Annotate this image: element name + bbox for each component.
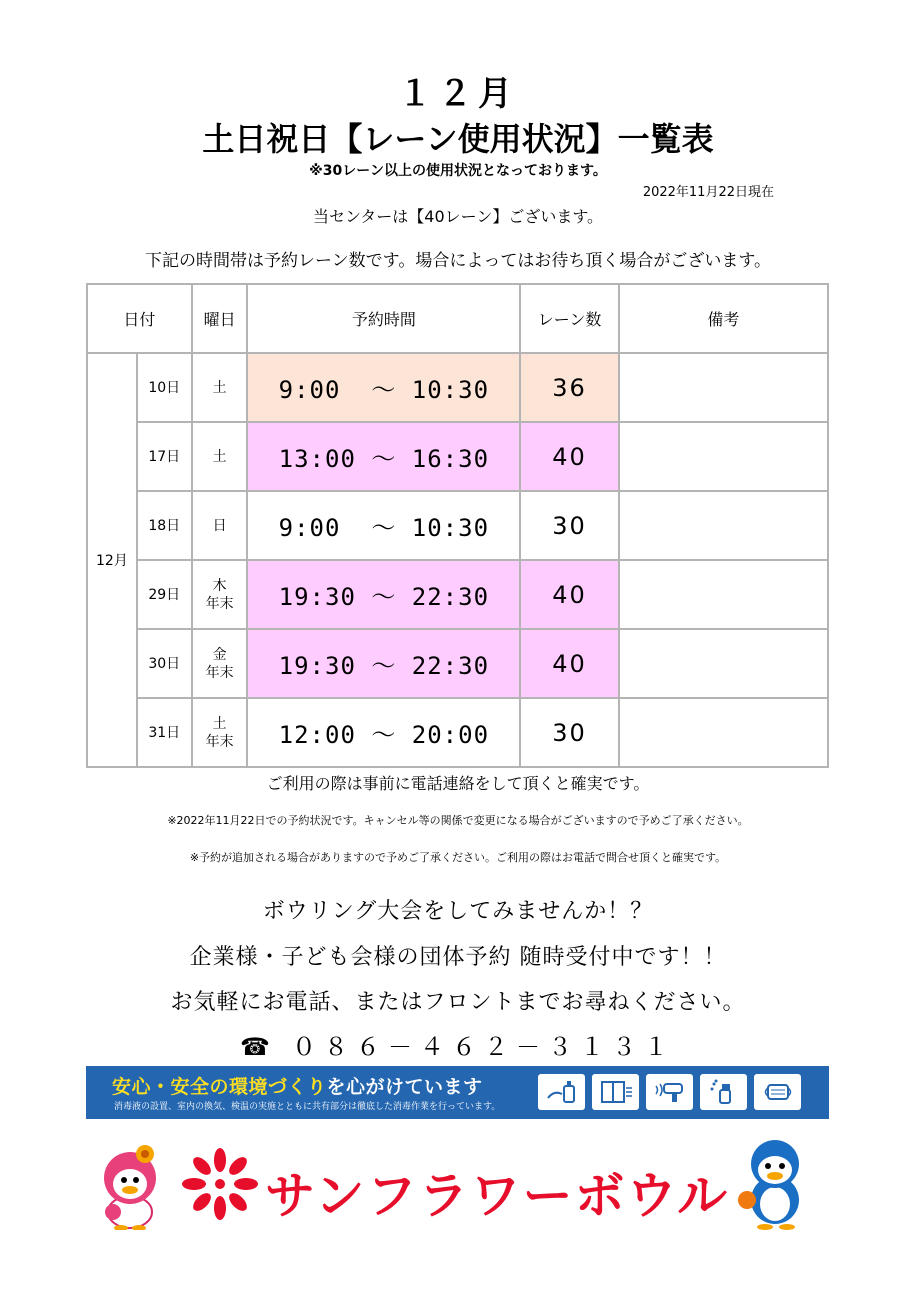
lane-count-cell: 40	[520, 422, 619, 491]
confirm-note: ご利用の際は事前に電話連絡をして頂くと確実です。	[266, 774, 650, 793]
thermometer-icon	[646, 1074, 693, 1110]
safety-banner	[86, 1066, 829, 1119]
table-row	[87, 560, 828, 629]
month-heading: １２月	[398, 74, 518, 114]
as-of-date: 2022年11月22日現在	[642, 185, 774, 200]
window-ventilation-icon	[592, 1074, 639, 1110]
header-date: 日付	[87, 284, 192, 353]
lane-count-cell: 30	[520, 491, 619, 560]
time-cell: 13:00 ～ 16:30	[247, 422, 520, 491]
time-cell: 12:00 ～ 20:00	[247, 698, 520, 767]
weekday-cell	[192, 560, 248, 629]
weekday-label: 土	[212, 715, 227, 732]
sunflower-mascot-icon	[95, 1140, 165, 1230]
footnote-additional: ※予約が追加される場合がありますので予めご了承ください。ご利用の際はお電話で問合せ頂くと確実です。	[189, 851, 727, 864]
spray-icon	[700, 1074, 747, 1110]
page-title: 土日祝日【レーン使用状況】一覧表	[202, 120, 714, 158]
brand-logo-area	[0, 1140, 916, 1250]
banner-title-c: を心がけています	[326, 1076, 483, 1098]
sunflower-logo-icon	[180, 1148, 260, 1220]
reservation-table	[86, 283, 829, 768]
weekday-label: 日	[212, 517, 227, 534]
phone-line	[0, 1027, 916, 1062]
table-row	[87, 422, 828, 491]
month-cell: 12月	[87, 353, 137, 767]
weekday-cell	[192, 629, 248, 698]
weekday-label: 土	[212, 379, 227, 396]
telephone-icon: ☎	[240, 1033, 270, 1061]
lane-count-cell: 30	[520, 698, 619, 767]
banner-subtitle: 消毒液の設置、室内の換気、検温の実施とともに共有部分は徹底した消毒作業を行っています。	[114, 1102, 501, 1112]
weekday-cell	[192, 491, 248, 560]
time-cell: 19:30 ～ 22:30	[247, 629, 520, 698]
promo-line-tournament: ボウリング大会をしてみませんか！？	[262, 899, 654, 924]
remarks-cell	[619, 422, 828, 491]
threshold-note: ※30レーン以上の使用状況となっております。	[309, 163, 607, 179]
day-cell: 29日	[137, 560, 192, 629]
remarks-cell	[619, 560, 828, 629]
year-end-label: 年末	[205, 595, 234, 612]
remarks-cell	[619, 698, 828, 767]
weekday-label: 土	[212, 448, 227, 465]
brand-name: サンフラワーボウル	[265, 1167, 729, 1225]
penguin-mascot-icon	[735, 1132, 815, 1232]
day-cell: 30日	[137, 629, 192, 698]
hand-sanitizer-icon	[538, 1074, 585, 1110]
lane-count-cell: 40	[520, 629, 619, 698]
year-end-label: 年末	[205, 664, 234, 681]
banner-title-b: 環境づくり	[229, 1076, 327, 1098]
lane-count-cell: 36	[520, 353, 619, 422]
mask-icon	[754, 1074, 801, 1110]
promo-line-group: 企業様・子ども会様の団体予約 随時受付中です！！	[189, 945, 727, 970]
day-cell: 17日	[137, 422, 192, 491]
table-row	[87, 629, 828, 698]
remarks-cell	[619, 629, 828, 698]
time-cell: 9:00 ～ 10:30	[247, 491, 520, 560]
header-remarks: 備考	[619, 284, 828, 353]
time-cell: 19:30 ～ 22:30	[247, 560, 520, 629]
lane-count-cell: 40	[520, 560, 619, 629]
remarks-cell	[619, 353, 828, 422]
day-cell: 18日	[137, 491, 192, 560]
day-cell: 10日	[137, 353, 192, 422]
day-cell: 31日	[137, 698, 192, 767]
table-row	[87, 491, 828, 560]
weekday-label: 木	[212, 577, 227, 594]
weekday-cell	[192, 698, 248, 767]
banner-icons	[538, 1074, 801, 1110]
header-weekday: 曜日	[192, 284, 248, 353]
promo-line-contact: お気軽にお電話、またはフロントまでお尋ねください。	[170, 990, 746, 1015]
intro-text: 下記の時間帯は予約レーン数です。場合によってはお待ち頂く場合がございます。	[145, 251, 771, 271]
table-header-row	[87, 284, 828, 353]
header-lanes: レーン数	[520, 284, 619, 353]
banner-title-a: 安心・安全の	[112, 1076, 230, 1098]
weekday-label: 金	[212, 646, 227, 663]
time-cell: 9:00 ～ 10:30	[247, 353, 520, 422]
banner-title	[112, 1072, 483, 1099]
year-end-label: 年末	[205, 733, 234, 750]
header-time: 予約時間	[247, 284, 520, 353]
weekday-cell	[192, 353, 248, 422]
lane-total-note: 当センターは【40レーン】ございます。	[312, 207, 604, 226]
footnote-status: ※2022年11月22日での予約状況です。キャンセル等の関係で変更になる場合がございますので予めご了承ください。	[167, 814, 749, 827]
table-row	[87, 698, 828, 767]
remarks-cell	[619, 491, 828, 560]
weekday-cell	[192, 422, 248, 491]
table-row	[87, 353, 828, 422]
phone-number[interactable]: ０８６－４６２－３１３１	[291, 1033, 676, 1061]
